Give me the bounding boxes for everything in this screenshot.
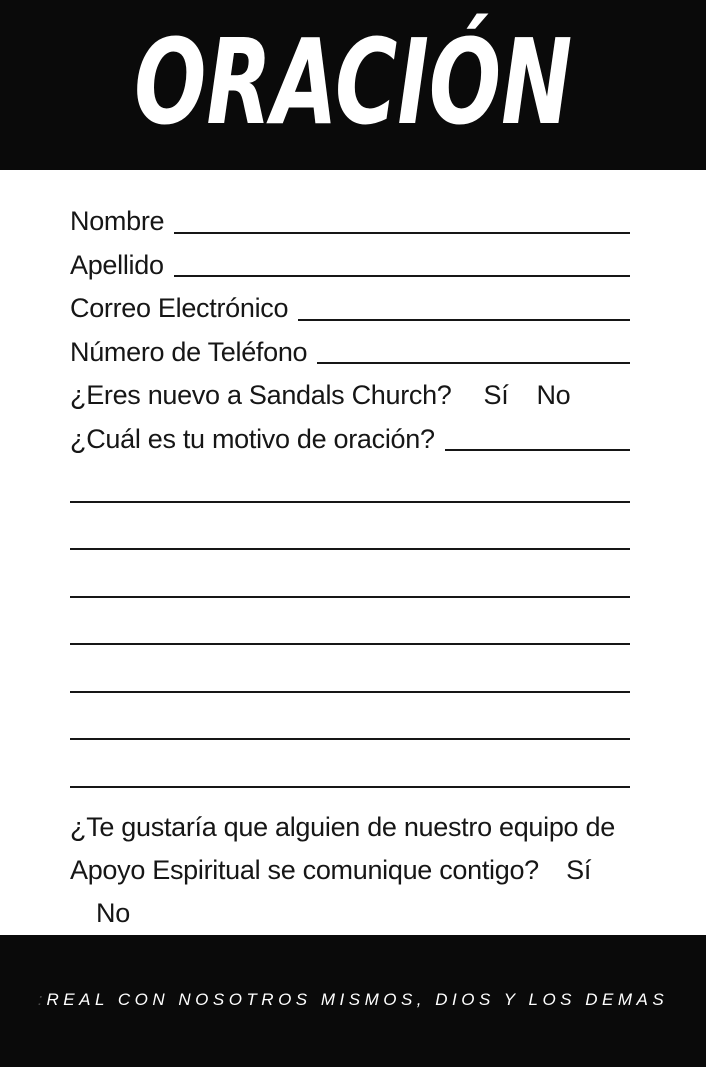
nombre-field-line[interactable] <box>174 232 630 234</box>
correo-field-line[interactable] <box>298 319 630 321</box>
followup-option-no[interactable]: No <box>96 897 130 928</box>
apellido-label: Apellido <box>70 249 164 280</box>
new-to-church-option-si[interactable]: Sí <box>483 380 509 411</box>
followup-question-block <box>70 806 630 935</box>
answer-lines <box>70 455 630 788</box>
telefono-label: Número de Teléfono <box>70 336 308 367</box>
answer-line[interactable] <box>70 550 630 598</box>
field-row-telefono <box>70 325 630 369</box>
field-row-correo <box>70 281 630 325</box>
header-band <box>0 0 706 170</box>
new-to-church-question-label: ¿Eres nuevo a Sandals Church? <box>70 380 452 411</box>
tagline <box>38 990 668 1010</box>
followup-option-si[interactable]: Sí <box>566 854 592 885</box>
form-area <box>0 170 706 935</box>
answer-line[interactable] <box>70 740 630 788</box>
answer-line[interactable] <box>70 598 630 646</box>
tagline-text: REAL CON NOSOTROS MISMOS, DIOS Y LOS DEMAS <box>46 990 669 1010</box>
prayer-request-question-label: ¿Cuál es tu motivo de oración? <box>70 423 435 454</box>
footer-band <box>0 935 706 1067</box>
nombre-label: Nombre <box>70 206 165 237</box>
field-row-apellido <box>70 238 630 282</box>
field-row-nombre <box>70 194 630 238</box>
correo-label: Correo Electrónico <box>70 293 289 324</box>
question-row-new-to-church <box>70 368 630 412</box>
followup-question-line2-text: Apoyo Espiritual se comunique contigo? <box>70 854 539 885</box>
answer-line[interactable] <box>70 455 630 503</box>
question-row-prayer-request <box>70 412 630 456</box>
prayer-request-field-line[interactable] <box>445 449 630 451</box>
answer-line[interactable] <box>70 645 630 693</box>
followup-question-line2 <box>70 849 630 935</box>
answer-line[interactable] <box>70 503 630 551</box>
telefono-field-line[interactable] <box>317 362 630 364</box>
apellido-field-line[interactable] <box>174 275 630 277</box>
new-to-church-option-no[interactable]: No <box>536 380 571 411</box>
followup-question-line1: ¿Te gustaría que alguien de nuestro equipo de <box>70 811 615 842</box>
answer-line[interactable] <box>70 693 630 741</box>
page-title: ORACIÓN <box>133 13 573 151</box>
tagline-prefix-mark: : <box>37 990 44 1010</box>
